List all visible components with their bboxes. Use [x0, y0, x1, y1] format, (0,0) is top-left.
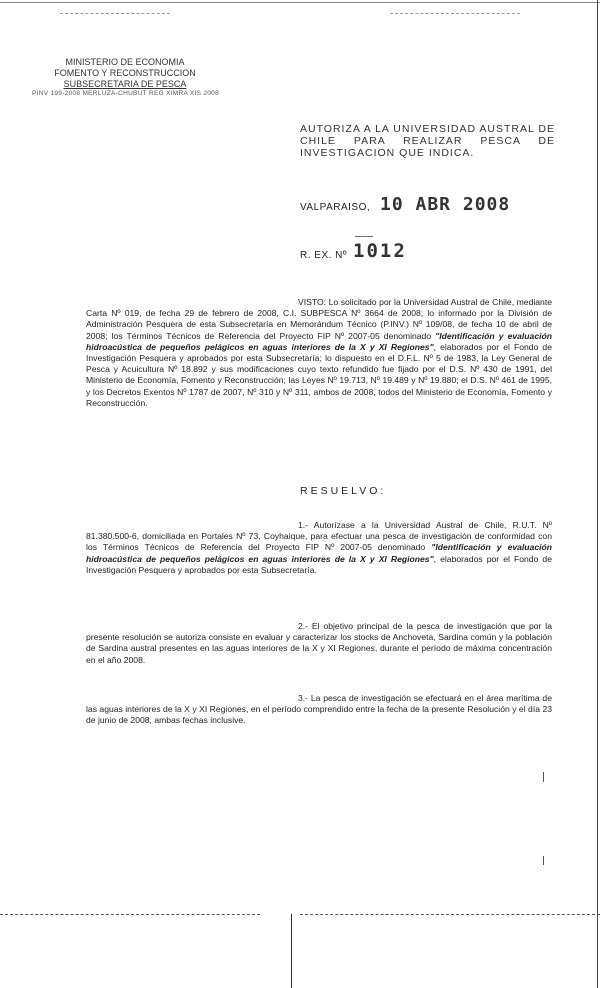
top-dash-line	[60, 13, 170, 14]
article-2: 2.- El objetivo principal de la pesca de investigación que por la presente resolución se autoriza consiste en evaluar y caracterizar los stocks de Anchoveta, Sardina común y la población de Sardina austral presentes en las aguas interiores de la X y XI Regiones, durante el período de máxima concentración en el año 2008.	[86, 621, 552, 665]
ministry-name: MINISTERIO DE ECONOMIA	[65, 57, 185, 67]
article-3: 3.- La pesca de investigación se efectuará en el área marítima de las aguas interiores de la X y XI Regiones, en el período comprendido entre la fecha de la presente Resolución y el día 23 de junio de 2008, ambas fechas inclusive.	[86, 693, 552, 726]
bottom-vertical-line	[291, 914, 292, 988]
top-dash-line-2	[390, 13, 520, 14]
visto-text-2: , elaborados por el Fondo de Investigación Pesquera y aprobados por esta Subsecretaría; lo dispuesto en el D.F.L. Nº 5 de 1983, la Ley General de Pesca y Acuicultura Nº 18.892 y sus modificaciones cuyo texto refundido fue fijado por el D.S. Nº 430 de 1991, del Ministerio de Economía, Fomento y Reconstrucción; las Leyes Nº 19.713, Nº 19.489 y Nº 19.880; el D.S. Nº 461 de 1995, y los Decretos Exentos Nº 1787 de 2007, Nº 310 y Nº 311, ambos de 2008, todos del Ministerio de Economía, Fomento y Reconstrucción.	[86, 341, 552, 408]
rex-dash	[355, 236, 373, 237]
article-1-text-end: , elaborados por el Fondo de Investigación Pesquera y aprobados por esta Subsecretaría.	[86, 553, 552, 575]
place-label: VALPARAISO,	[300, 202, 371, 213]
reference-code: PINV 199-2008 MERLUZA-CHUBUT REG XIMRA XIS 2008	[32, 90, 220, 97]
bottom-line-left	[0, 914, 260, 915]
ministry-subtitle: FOMENTO Y RECONSTRUCCION	[54, 68, 196, 78]
rex-number: 1012	[353, 240, 407, 262]
article-1	[86, 520, 552, 576]
rex-label: R. EX. Nº	[300, 250, 348, 261]
right-edge-line	[597, 0, 598, 988]
scan-mark-2	[543, 856, 544, 865]
date-stamp: 10 ABR 2008	[380, 194, 511, 215]
scan-mark	[543, 772, 544, 782]
article-1-project-title: "Identificación y evaluación hidroacústica de pequeños pelágicos en aguas interiores de la X y XI Regiones"	[86, 542, 552, 564]
visto-project-title: "Identificación y evaluación hidroacústica de pequeños pelágicos en aguas interiores de la X y XI Regiones"	[86, 330, 552, 352]
bottom-line-right	[300, 914, 600, 915]
visto-label: VISTO:	[298, 297, 327, 307]
visto-paragraph	[86, 297, 552, 409]
visto-text-1: Lo solicitado por la Universidad Austral de Chile, mediante Carta Nº 019, de fecha 29 de febrero de 2008, C.I. SUBPESCA Nº 3664 de 2008; lo informado por la División de Administración Pesquera de esta Subsecretaría en Memorándum Técnico (P.INV.) Nº 109/08, de fecha 10 de abril de 2008; los Términos Técnicos de Referencia del Proyecto FIP Nº 2007-05 denominado	[86, 297, 552, 341]
resuelvo-heading: RESUELVO:	[300, 485, 387, 497]
top-border-line	[0, 2, 600, 3]
subsecretaria-name: SUBSECRETARIA DE PESCA	[63, 79, 187, 89]
resolution-title: AUTORIZA A LA UNIVERSIDAD AUSTRAL DE CHILE PARA REALIZAR PESCA DE INVESTIGACION QUE INDICA.	[300, 123, 555, 159]
article-1-text: 1.- Autorízase a la Universidad Austral de Chile, R.U.T. Nº 81.380.500-6, domiciliada en Portales Nº 73, Coyhaique, para efectuar una pesca de investigación de conformidad con los Términos Técnicos de Referencia del Proyecto FIP Nº 2007-05 denominado	[86, 520, 552, 553]
